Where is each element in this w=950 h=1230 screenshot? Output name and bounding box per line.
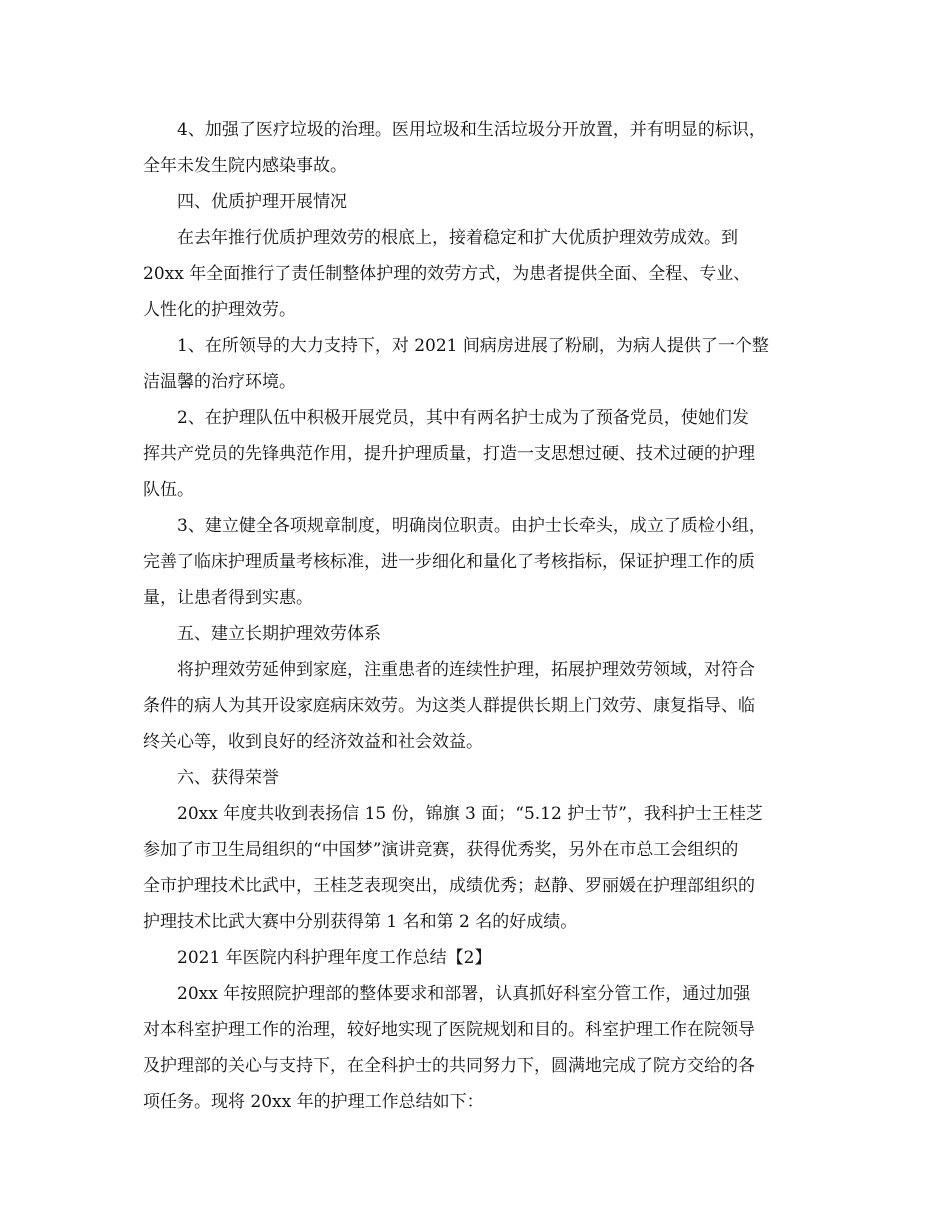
text-line: 4、加强了医疗垃圾的治理。医用垃圾和生活垃圾分开放置，并有明显的标识， <box>177 120 766 140</box>
text-line: 四、优质护理开展情况 <box>177 192 347 212</box>
paragraph <box>143 796 823 940</box>
text-line: 20xx 年度共收到表扬信 15 份，锦旗 3 面；“5.12 护士节”，我科护士王桂芝 <box>177 804 763 824</box>
text-line: 条件的病人为其开设家庭病床效劳。为这类人群提供长期上门效劳、康复指导、临 <box>143 696 755 716</box>
text-line: 队伍。 <box>143 480 194 500</box>
text-line: 终关心等，收到良好的经济效益和社会效益。 <box>143 732 483 752</box>
text-line: 洁温馨的治疗环境。 <box>143 372 296 392</box>
text-line: 在去年推行优质护理效劳的根底上，接着稳定和扩大优质护理效劳成效。到 <box>177 228 738 248</box>
text-line: 1、在所领导的大力支持下，对 2021 间病房进展了粉刷，为病人提供了一个整 <box>177 336 769 356</box>
text-line: 对本科室护理工作的治理，较好地实现了医院规划和目的。科室护理工作在院领导 <box>143 1020 755 1040</box>
paragraph <box>143 976 823 1120</box>
text-line: 全市护理技术比武中，王桂芝表现突出，成绩优秀；赵静、罗丽媛在护理部组织的 <box>143 876 755 896</box>
text-line: 量，让患者得到实惠。 <box>143 588 313 608</box>
paragraph <box>143 220 823 328</box>
paragraph <box>143 508 823 616</box>
paragraph <box>143 616 823 652</box>
paragraph <box>143 112 823 184</box>
text-line: 2021 年医院内科护理年度工作总结【2】 <box>177 948 492 968</box>
paragraph <box>143 652 823 760</box>
text-line: 六、获得荣誉 <box>177 768 279 788</box>
paragraph <box>143 184 823 220</box>
text-line: 五、建立长期护理效劳体系 <box>177 624 381 644</box>
text-line: 挥共产党员的先锋典范作用，提升护理质量，打造一支思想过硬、技术过硬的护理 <box>143 444 755 464</box>
text-line: 2、在护理队伍中积极开展党员，其中有两名护士成为了预备党员，使她们发 <box>177 408 749 428</box>
text-line: 参加了市卫生局组织的“中国梦”演讲竞赛，获得优秀奖，另外在市总工会组织的 <box>143 840 739 860</box>
paragraph <box>143 328 823 400</box>
text-line: 全年未发生院内感染事故。 <box>143 156 347 176</box>
text-line: 人性化的护理效劳。 <box>143 300 296 320</box>
text-line: 3、建立健全各项规章制度，明确岗位职责。由护士长牵头，成立了质检小组， <box>177 516 766 536</box>
text-line: 完善了临床护理质量考核标准，进一步细化和量化了考核指标，保证护理工作的质 <box>143 552 755 572</box>
paragraph <box>143 940 823 976</box>
paragraph <box>143 760 823 796</box>
text-line: 及护理部的关心与支持下，在全科护士的共同努力下，圆满地完成了院方交给的各 <box>143 1056 755 1076</box>
document-body <box>143 112 823 1120</box>
text-line: 20xx 年全面推行了责任制整体护理的效劳方式，为患者提供全面、全程、专业、 <box>143 264 751 284</box>
text-line: 20xx 年按照院护理部的整体要求和部署，认真抓好科室分管工作，通过加强 <box>177 984 751 1004</box>
text-line: 将护理效劳延伸到家庭，注重患者的连续性护理，拓展护理效劳领域，对符合 <box>177 660 755 680</box>
text-line: 护理技术比武大赛中分别获得第 1 名和第 2 名的好成绩。 <box>143 912 578 932</box>
text-line: 项任务。现将 20xx 年的护理工作总结如下： <box>143 1092 484 1112</box>
paragraph <box>143 400 823 508</box>
